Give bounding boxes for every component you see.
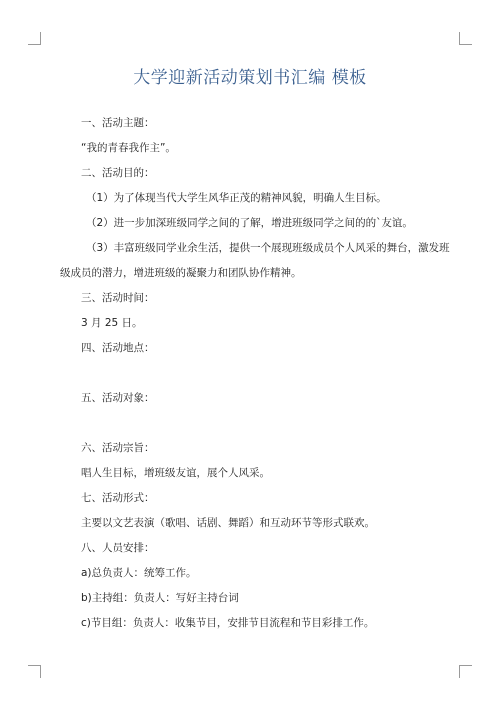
list-item-staffing-b: b)主持组：负责人：写好主持台词 bbox=[81, 592, 239, 604]
section-heading-purpose: 二、活动目的： bbox=[81, 167, 155, 179]
section-heading-tenet: 六、活动宗旨： bbox=[81, 442, 155, 454]
document-title: 大学迎新活动策划书汇编 模板 bbox=[133, 68, 367, 88]
paragraph-time: 3 月 25 日。 bbox=[81, 317, 143, 329]
paragraph-tenet: 唱人生目标，增班级友谊，展个人风采。 bbox=[81, 467, 270, 479]
page-corner-mark-top-left bbox=[28, 32, 41, 45]
section-heading-staffing: 八、人员安排： bbox=[81, 542, 155, 554]
paragraph-purpose-2: （2）进一步加深班级同学之间的了解，增进班级同学之间的的`友谊。 bbox=[86, 217, 413, 229]
section-heading-time: 三、活动时间： bbox=[81, 292, 155, 304]
list-item-staffing-a: a)总负责人：统筹工作。 bbox=[81, 567, 197, 579]
paragraph-purpose-3-continued: 级成员的潜力，增进班级的凝聚力和团队协作精神。 bbox=[60, 267, 302, 279]
paragraph-purpose-3: （3）丰富班级同学业余生活，提供一个展现班级成员个人风采的舞台，激发班 bbox=[86, 242, 450, 254]
section-heading-audience: 五、活动对象： bbox=[81, 392, 155, 404]
page-corner-mark-top-right bbox=[459, 32, 472, 45]
page-corner-mark-bottom-right bbox=[459, 665, 472, 678]
section-heading-theme: 一、活动主题： bbox=[81, 117, 155, 129]
paragraph-purpose-1: （1）为了体现当代大学生风华正茂的精神风貌，明确人生目标。 bbox=[86, 192, 387, 204]
section-heading-format: 七、活动形式： bbox=[81, 492, 155, 504]
list-item-staffing-c: c)节目组：负责人：收集节目，安排节目流程和节目彩排工作。 bbox=[81, 617, 375, 629]
paragraph-format: 主要以文艺表演（歌唱、话剧、舞蹈）和互动环节等形式联欢。 bbox=[81, 517, 375, 529]
paragraph-theme: “我的青春我作主”。 bbox=[81, 142, 176, 154]
page-corner-mark-bottom-left bbox=[28, 665, 41, 678]
section-heading-location: 四、活动地点： bbox=[81, 342, 155, 354]
